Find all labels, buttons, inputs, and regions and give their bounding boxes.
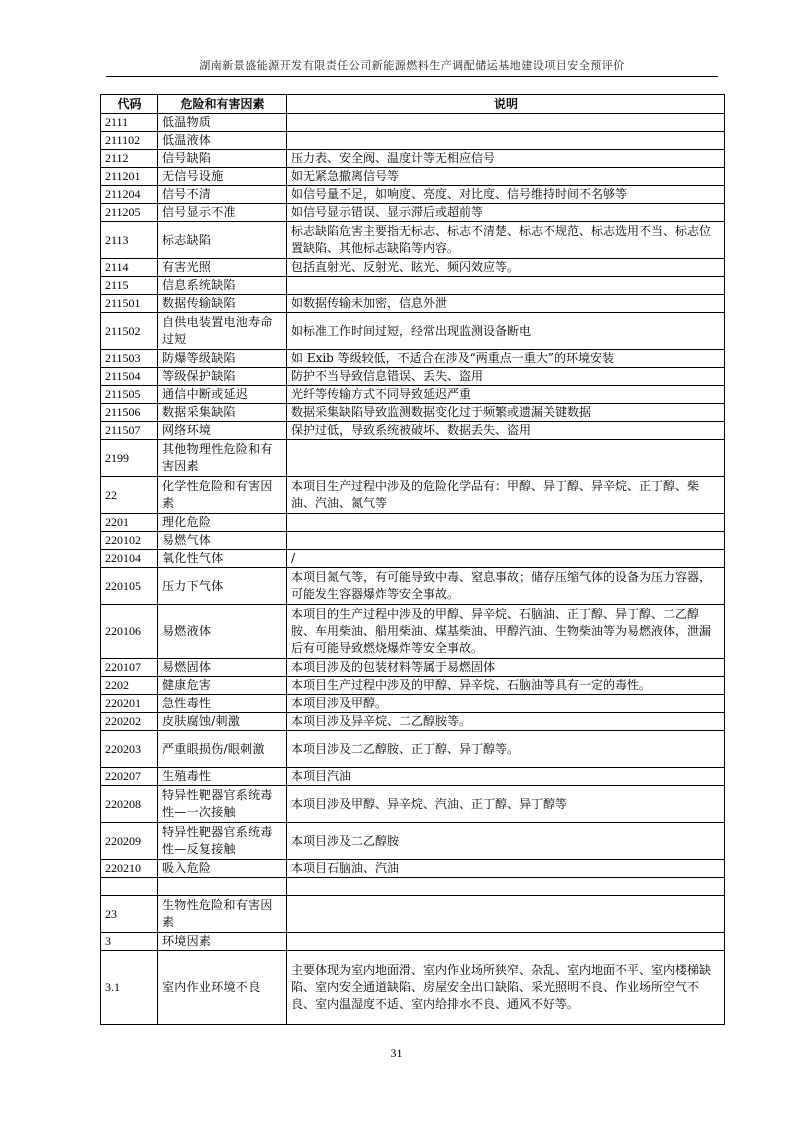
description-cell: 本项目涉及异辛烷、二乙醇胺等。 — [287, 713, 725, 731]
hazard-factors-table — [100, 94, 725, 1025]
factor-cell: 特异性靶器官系统毒性—反复接触 — [158, 823, 287, 860]
table-row — [101, 860, 725, 878]
code-cell: 220202 — [101, 713, 158, 731]
factor-cell: 室内作业环境不良 — [158, 951, 287, 1025]
code-cell: 2112 — [101, 150, 158, 168]
factor-cell: 数据传输缺陷 — [158, 295, 287, 313]
table-row — [101, 313, 725, 350]
description-cell: 本项目涉及甲醇。 — [287, 695, 725, 713]
factor-cell: 生殖毒性 — [158, 768, 287, 786]
code-cell — [101, 878, 158, 896]
code-cell: 211507 — [101, 422, 158, 440]
factor-cell: 无信号设施 — [158, 168, 287, 186]
table-row — [101, 404, 725, 422]
code-cell: 211504 — [101, 368, 158, 386]
table-row — [101, 532, 725, 550]
code-cell: 211201 — [101, 168, 158, 186]
table-row — [101, 550, 725, 568]
column-header-description: 说明 — [287, 95, 725, 114]
code-cell: 211204 — [101, 186, 158, 204]
table-row — [101, 477, 725, 514]
factor-cell: 其他物理性危险和有害因素 — [158, 440, 287, 477]
description-cell — [287, 878, 725, 896]
factor-cell: 标志缺陷 — [158, 222, 287, 259]
code-cell: 220208 — [101, 786, 158, 823]
description-cell: 如 Exib 等级较低，不适合在涉及“两重点一重大”的环境安装 — [287, 350, 725, 368]
factor-cell: 压力下气体 — [158, 568, 287, 605]
description-cell: 本项目氮气等，有可能导致中毒、窒息事故；储存压缩气体的设备为压力容器，可能发生容器爆炸等安全事故。 — [287, 568, 725, 605]
description-cell: 本项目生产过程中涉及的甲醇、异辛烷、石脑油等具有一定的毒性。 — [287, 677, 725, 695]
factor-cell: 皮肤腐蚀/刺激 — [158, 713, 287, 731]
description-cell: 主要体现为室内地面滑、室内作业场所狭窄、杂乱、室内地面不平、室内楼梯缺陷、室内安全通道缺陷、房屋安全出口缺陷、采光照明不良、作业场所空气不良、室内温湿度不适、室内给排水不良、通风不好等。 — [287, 951, 725, 1025]
code-cell: 2201 — [101, 514, 158, 532]
factor-cell: 化学性危险和有害因素 — [158, 477, 287, 514]
description-cell — [287, 514, 725, 532]
factor-cell: 信号缺陷 — [158, 150, 287, 168]
code-cell: 211205 — [101, 204, 158, 222]
code-cell: 22 — [101, 477, 158, 514]
description-cell: 压力表、安全阀、温度计等无相应信号 — [287, 150, 725, 168]
description-cell — [287, 132, 725, 150]
code-cell: 211506 — [101, 404, 158, 422]
description-cell: 本项目涉及甲醇、异辛烷、汽油、正丁醇、异丁醇等 — [287, 786, 725, 823]
description-cell: 本项目涉及二乙醇胺 — [287, 823, 725, 860]
code-cell: 2113 — [101, 222, 158, 259]
factor-cell: 特异性靶器官系统毒性—一次接触 — [158, 786, 287, 823]
factor-cell: 等级保护缺陷 — [158, 368, 287, 386]
table-row — [101, 295, 725, 313]
factor-cell: 低温物质 — [158, 114, 287, 132]
description-cell: 如数据传输未加密，信息外泄 — [287, 295, 725, 313]
table-row — [101, 222, 725, 259]
table-row — [101, 186, 725, 204]
code-cell: 2114 — [101, 259, 158, 277]
table-row — [101, 951, 725, 1025]
description-cell: 防护不当导致信息错误、丢失、盗用 — [287, 368, 725, 386]
table-row — [101, 695, 725, 713]
header-rule — [106, 76, 718, 77]
code-cell: 211501 — [101, 295, 158, 313]
description-cell: 光纤等传输方式不同导致延迟严重 — [287, 386, 725, 404]
description-cell: 如信号量不足，如响度、亮度、对比度、信号维持时间不名够等 — [287, 186, 725, 204]
table-row — [101, 878, 725, 896]
code-cell: 220201 — [101, 695, 158, 713]
code-cell: 211503 — [101, 350, 158, 368]
description-cell: 包括直射光、反射光、眩光、频闪效应等。 — [287, 259, 725, 277]
description-cell — [287, 896, 725, 933]
table-row — [101, 768, 725, 786]
code-cell: 220106 — [101, 605, 158, 659]
code-cell: 2115 — [101, 277, 158, 295]
code-cell: 220107 — [101, 659, 158, 677]
code-cell: 220207 — [101, 768, 158, 786]
code-cell: 211505 — [101, 386, 158, 404]
table-row — [101, 440, 725, 477]
code-cell: 23 — [101, 896, 158, 933]
description-cell — [287, 532, 725, 550]
table-row — [101, 933, 725, 951]
factor-cell: 急性毒性 — [158, 695, 287, 713]
table-row — [101, 514, 725, 532]
table-row — [101, 350, 725, 368]
code-cell: 220102 — [101, 532, 158, 550]
description-cell: 本项目石脑油、汽油 — [287, 860, 725, 878]
factor-cell: 有害光照 — [158, 259, 287, 277]
description-cell: 本项目汽油 — [287, 768, 725, 786]
factor-cell: 网络环境 — [158, 422, 287, 440]
table-row — [101, 386, 725, 404]
factor-cell: 信号显示不准 — [158, 204, 287, 222]
code-cell: 211502 — [101, 313, 158, 350]
table-row — [101, 150, 725, 168]
factor-cell: 信号不清 — [158, 186, 287, 204]
code-cell: 2199 — [101, 440, 158, 477]
description-cell: 如无紧急撤离信号等 — [287, 168, 725, 186]
description-cell: 本项目的生产过程中涉及的甲醇、异辛烷、石脑油、正丁醇、异丁醇、二乙醇胺、车用柴油、船用柴油、煤基柴油、甲醇汽油、生物柴油等为易燃液体，泄漏后有可能导致燃烧爆炸等安全事故。 — [287, 605, 725, 659]
code-cell: 220210 — [101, 860, 158, 878]
code-cell: 211102 — [101, 132, 158, 150]
description-cell — [287, 440, 725, 477]
table-row — [101, 659, 725, 677]
factor-cell: 健康危害 — [158, 677, 287, 695]
table-row — [101, 168, 725, 186]
factor-cell: 数据采集缺陷 — [158, 404, 287, 422]
description-cell: 如信号显示错误、显示滞后或超前等 — [287, 204, 725, 222]
table-row — [101, 713, 725, 731]
description-cell: 本项目涉及二乙醇胺、正丁醇、异丁醇等。 — [287, 731, 725, 768]
description-cell — [287, 277, 725, 295]
table-row — [101, 568, 725, 605]
factor-cell — [158, 878, 287, 896]
code-cell: 2202 — [101, 677, 158, 695]
description-cell: / — [287, 550, 725, 568]
factor-cell: 理化危险 — [158, 514, 287, 532]
description-cell: 本项目生产过程中涉及的危险化学品有：甲醇、异丁醇、异辛烷、正丁醇、柴油、汽油、氮气等 — [287, 477, 725, 514]
code-cell: 220209 — [101, 823, 158, 860]
factor-cell: 通信中断或延迟 — [158, 386, 287, 404]
table-row — [101, 114, 725, 132]
table-row — [101, 422, 725, 440]
table-row — [101, 823, 725, 860]
table-row — [101, 132, 725, 150]
description-cell: 保护过低，导致系统被破坏、数据丢失、盗用 — [287, 422, 725, 440]
code-cell: 220104 — [101, 550, 158, 568]
description-cell — [287, 114, 725, 132]
document-header: 湖南新景盛能源开发有限责任公司新能源燃料生产调配储运基地建设项目安全预评价 — [199, 59, 625, 72]
factor-cell: 严重眼损伤/眼刺激 — [158, 731, 287, 768]
code-cell: 220203 — [101, 731, 158, 768]
factor-cell: 低温液体 — [158, 132, 287, 150]
factor-cell: 吸入危险 — [158, 860, 287, 878]
factor-cell: 自供电装置电池寿命过短 — [158, 313, 287, 350]
code-cell: 220105 — [101, 568, 158, 605]
code-cell: 3 — [101, 933, 158, 951]
description-cell: 数据采集缺陷导致监测数据变化过于频繁或遗漏关键数据 — [287, 404, 725, 422]
factor-cell: 氧化性气体 — [158, 550, 287, 568]
factor-cell: 易燃液体 — [158, 605, 287, 659]
table-row — [101, 605, 725, 659]
table-row — [101, 677, 725, 695]
factor-cell: 环境因素 — [158, 933, 287, 951]
table-row — [101, 896, 725, 933]
factor-cell: 生物性危险和有害因素 — [158, 896, 287, 933]
description-cell: 如标准工作时间过短，经常出现监测设备断电 — [287, 313, 725, 350]
table-row — [101, 368, 725, 386]
column-header-code: 代码 — [101, 95, 158, 114]
table-row — [101, 277, 725, 295]
factor-cell: 防爆等级缺陷 — [158, 350, 287, 368]
table-row — [101, 731, 725, 768]
description-cell: 标志缺陷危害主要指无标志、标志不清楚、标志不规范、标志选用不当、标志位置缺陷、其他标志缺陷等内容。 — [287, 222, 725, 259]
table-header-row — [101, 95, 725, 114]
description-cell — [287, 933, 725, 951]
code-cell: 2111 — [101, 114, 158, 132]
factor-cell: 易燃固体 — [158, 659, 287, 677]
table-row — [101, 786, 725, 823]
factor-cell: 易燃气体 — [158, 532, 287, 550]
table-row — [101, 259, 725, 277]
description-cell: 本项目涉及的包装材料等属于易燃固体 — [287, 659, 725, 677]
code-cell: 3.1 — [101, 951, 158, 1025]
page-number: 31 — [390, 1046, 403, 1060]
column-header-factor: 危险和有害因素 — [158, 95, 287, 114]
factor-cell: 信息系统缺陷 — [158, 277, 287, 295]
table-row — [101, 204, 725, 222]
